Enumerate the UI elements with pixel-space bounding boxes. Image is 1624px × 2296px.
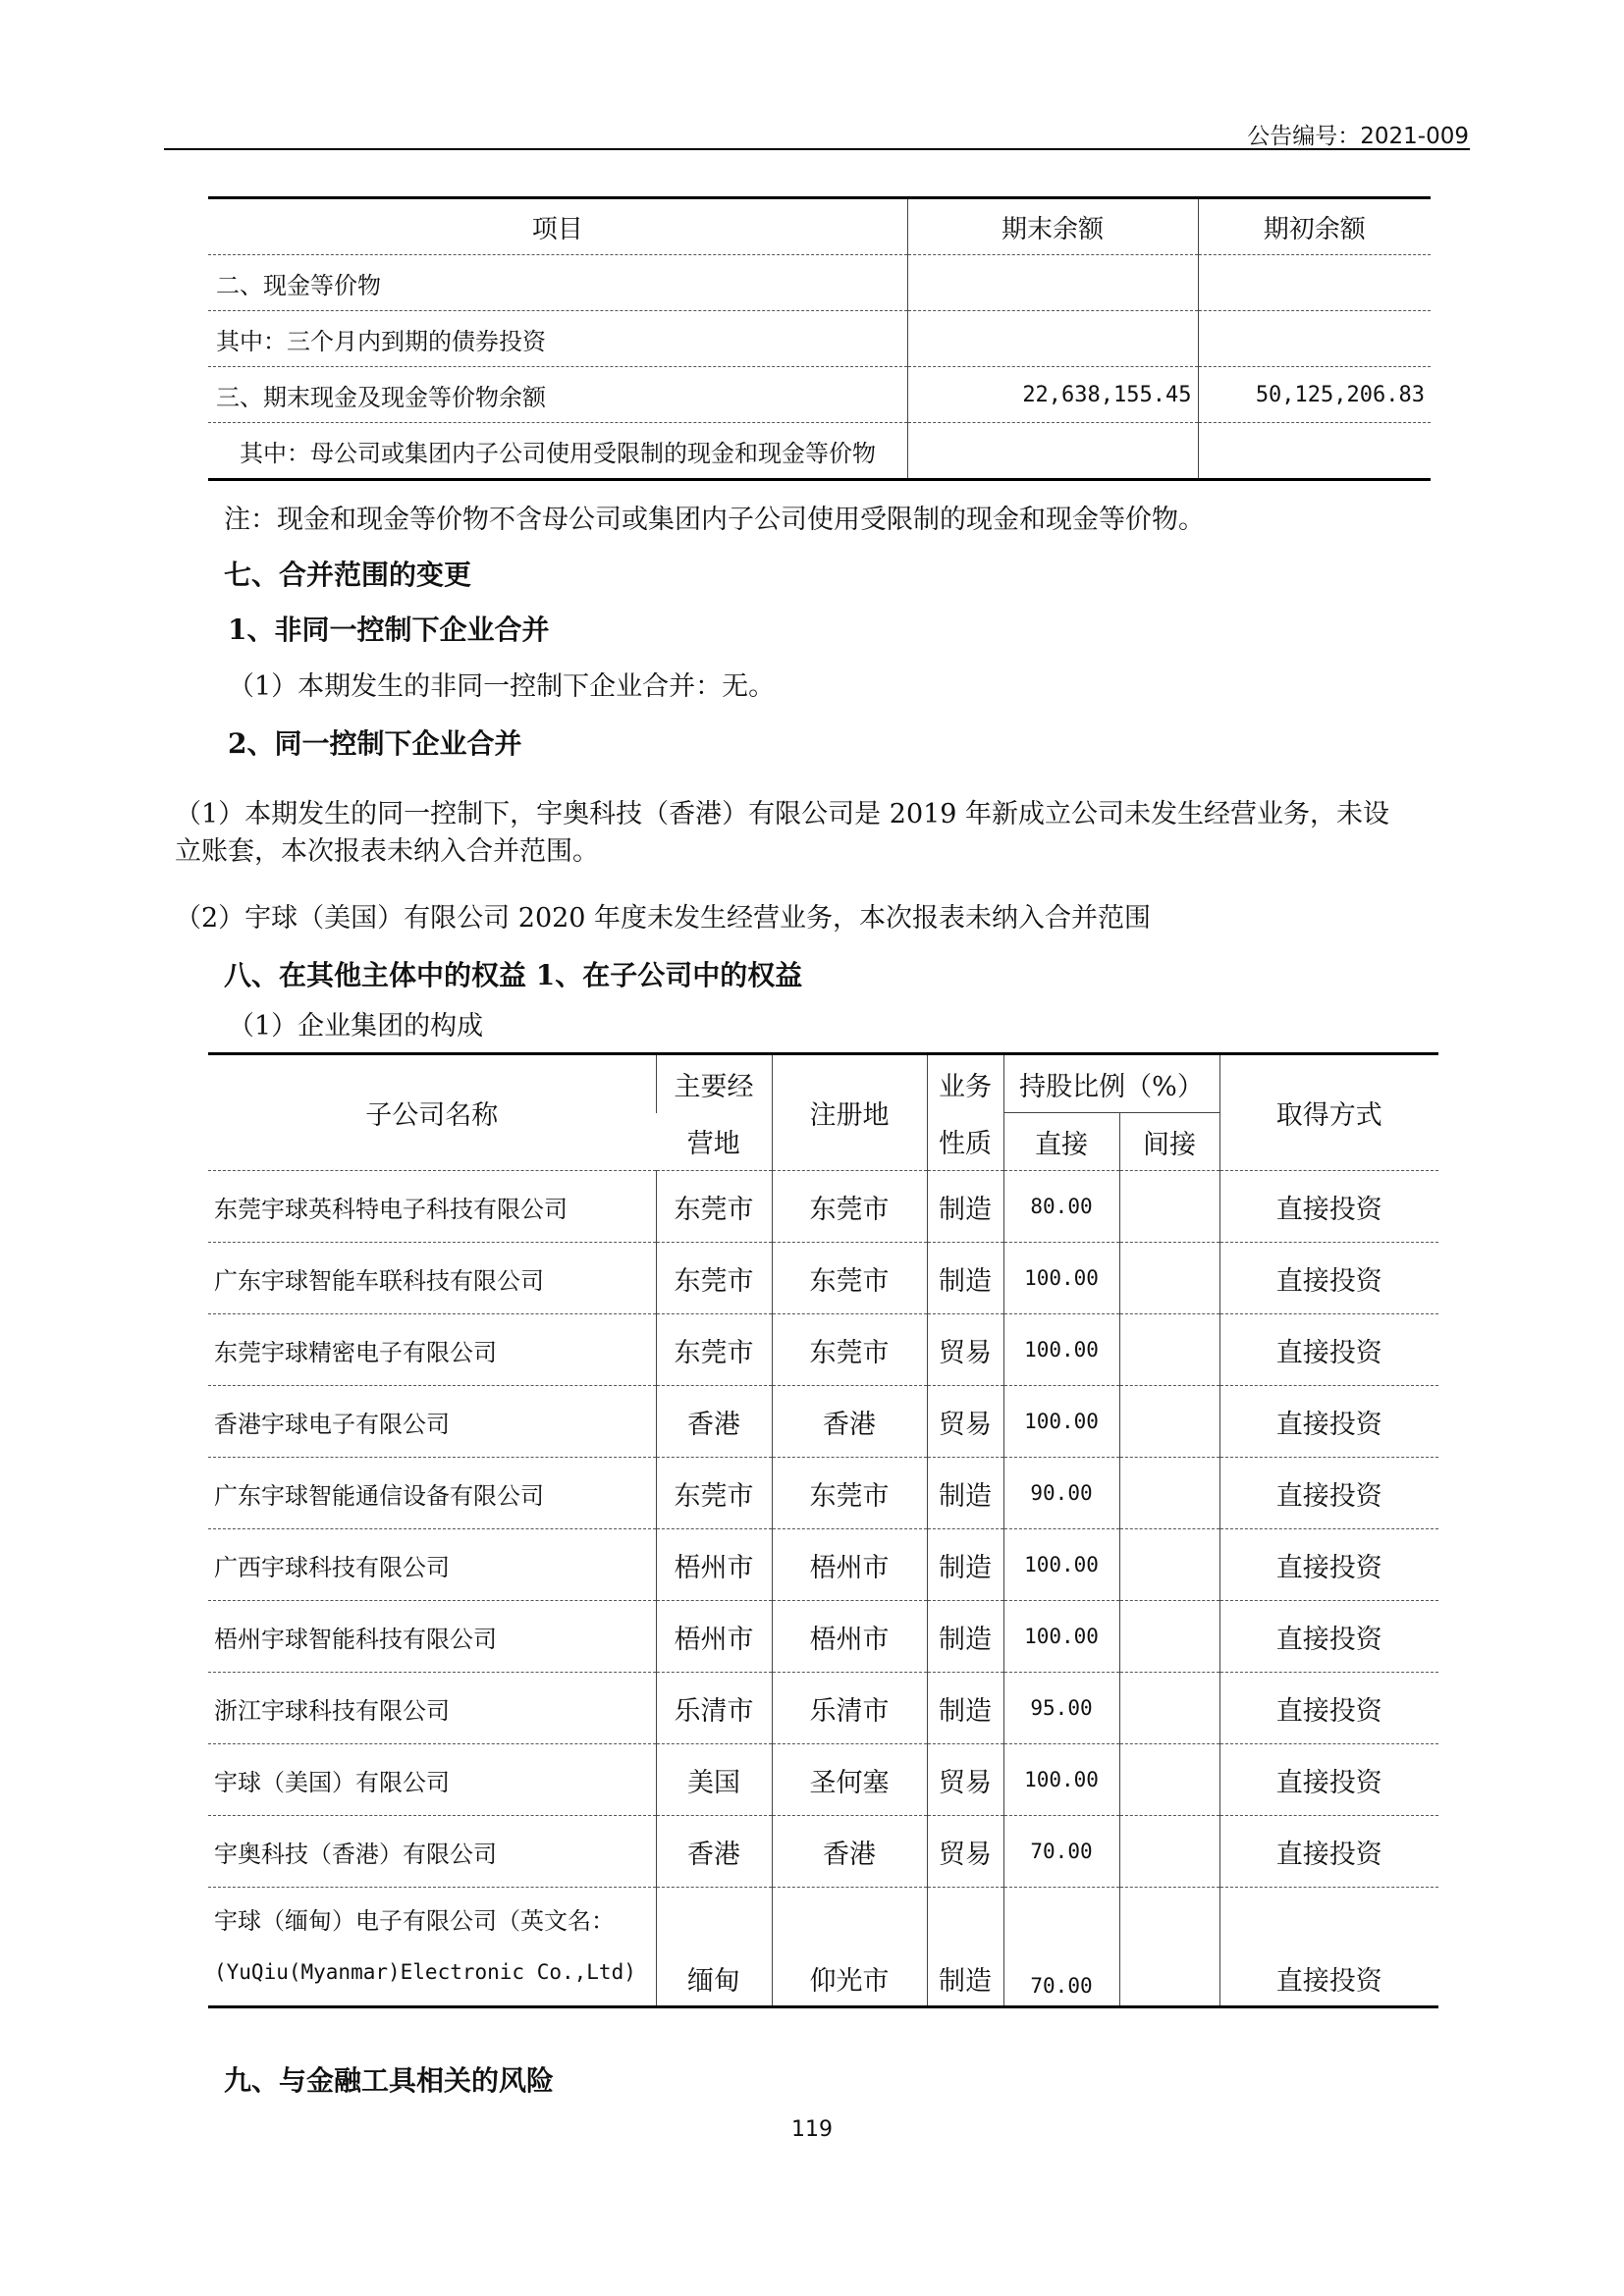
section-7-2-paragraph-line1: （1）本期发生的同一控制下，宇奥科技（香港）有限公司是 2019 年新成立公司未发生经营业务，未设 <box>175 799 1390 829</box>
section-7-2-paragraph-2: （2）宇球（美国）有限公司 2020 年度未发生经营业务，本次报表未纳入合并范围 <box>175 903 1152 934</box>
col-method-header: 取得方式 <box>1219 1054 1438 1171</box>
row-end-value: 22,638,155.45 <box>907 367 1198 423</box>
subsidiary-reg: 香港 <box>772 1816 927 1888</box>
subsidiary-method: 直接投资 <box>1219 1744 1438 1816</box>
col-place-header-a: 主要经 <box>656 1054 772 1113</box>
table-row <box>208 1529 1438 1601</box>
row-end-value <box>907 255 1198 311</box>
subsidiary-indirect <box>1119 1744 1219 1816</box>
table-row <box>208 423 1431 480</box>
subsidiary-indirect <box>1119 1386 1219 1458</box>
subsidiary-place: 美国 <box>656 1744 772 1816</box>
subsidiary-indirect <box>1119 1888 1219 2007</box>
subsidiary-direct: 70.00 <box>1003 1816 1119 1888</box>
subsidiary-place: 东莞市 <box>656 1171 772 1243</box>
subsidiary-nature: 制造 <box>927 1458 1003 1529</box>
subsidiary-direct: 100.00 <box>1003 1744 1119 1816</box>
subsidiary-direct: 100.00 <box>1003 1386 1119 1458</box>
subsidiary-name: 东莞宇球精密电子有限公司 <box>208 1314 656 1386</box>
subsidiary-indirect <box>1119 1314 1219 1386</box>
subsidiary-place: 东莞市 <box>656 1314 772 1386</box>
col-name-header: 子公司名称 <box>365 1100 499 1131</box>
row-end-value <box>907 423 1198 480</box>
subsidiary-method: 直接投资 <box>1219 1673 1438 1744</box>
subsidiary-name: 广西宇球科技有限公司 <box>208 1529 656 1601</box>
subsidiary-method: 直接投资 <box>1219 1314 1438 1386</box>
subsidiary-place: 香港 <box>656 1386 772 1458</box>
section-8-title: 八、在其他主体中的权益 1、在子公司中的权益 <box>224 959 803 991</box>
subsidiary-nature: 制造 <box>927 1673 1003 1744</box>
row-begin-value <box>1198 423 1431 480</box>
subsidiary-direct: 90.00 <box>1003 1458 1119 1529</box>
section-7-2-paragraph-line2: 立账套，本次报表未纳入合并范围。 <box>175 836 599 867</box>
col-nature-header-b: 性质 <box>927 1113 1003 1171</box>
subsidiary-nature: 贸易 <box>927 1314 1003 1386</box>
row-label: 三、期末现金及现金等价物余额 <box>208 367 907 423</box>
subsidiary-name-line1: 宇球（缅甸）电子有限公司（英文名： <box>214 1907 615 1935</box>
section-8-1-subtitle: （1）企业集团的构成 <box>228 1011 484 1041</box>
subsidiary-reg: 乐清市 <box>772 1673 927 1744</box>
subsidiary-place: 梧州市 <box>656 1601 772 1673</box>
subsidiary-direct: 70.00 <box>1003 1888 1119 2007</box>
header-rule <box>164 148 1470 150</box>
table-row <box>208 1458 1438 1529</box>
subsidiary-name-line2: (YuQiu(Myanmar)Electronic Co.,Ltd) <box>214 1960 636 1984</box>
subsidiary-direct: 100.00 <box>1003 1314 1119 1386</box>
subsidiary-reg: 东莞市 <box>772 1314 927 1386</box>
subsidiary-reg: 东莞市 <box>772 1243 927 1314</box>
subsidiary-name: 东莞宇球英科特电子科技有限公司 <box>208 1171 656 1243</box>
subsidiary-reg: 香港 <box>772 1386 927 1458</box>
section-7-title: 七、合并范围的变更 <box>224 559 472 591</box>
subsidiary-method: 直接投资 <box>1219 1171 1438 1243</box>
table-row <box>208 1243 1438 1314</box>
row-label: 其中：三个月内到期的债券投资 <box>208 311 907 367</box>
subsidiary-indirect <box>1119 1673 1219 1744</box>
col-reg-header: 注册地 <box>772 1054 927 1171</box>
cash-note: 注：现金和现金等价物不含母公司或集团内子公司使用受限制的现金和现金等价物。 <box>224 505 1205 535</box>
subsidiary-name: 广东宇球智能车联科技有限公司 <box>208 1243 656 1314</box>
section-9-title: 九、与金融工具相关的风险 <box>224 2064 555 2097</box>
subsidiary-nature: 贸易 <box>927 1744 1003 1816</box>
subsidiary-nature: 制造 <box>927 1888 1003 2007</box>
subsidiary-nature: 制造 <box>927 1243 1003 1314</box>
col-begin-header: 期初余额 <box>1198 198 1431 255</box>
row-begin-value: 50,125,206.83 <box>1198 367 1431 423</box>
table-row <box>208 1171 1438 1243</box>
table-row <box>208 255 1431 311</box>
col-place-header-b: 营地 <box>686 1129 740 1160</box>
row-label: 其中：母公司或集团内子公司使用受限制的现金和现金等价物 <box>240 439 876 467</box>
subsidiary-direct: 100.00 <box>1003 1529 1119 1601</box>
subsidiary-nature: 贸易 <box>927 1816 1003 1888</box>
subsidiary-place: 香港 <box>656 1816 772 1888</box>
col-indirect-header: 间接 <box>1119 1113 1219 1171</box>
subsidiary-method: 直接投资 <box>1219 1386 1438 1458</box>
page-number: 119 <box>791 2117 833 2142</box>
subsidiary-direct: 100.00 <box>1003 1243 1119 1314</box>
subsidiary-table <box>208 1052 1438 2008</box>
cash-equivalents-table <box>208 196 1431 481</box>
subsidiary-nature: 制造 <box>927 1601 1003 1673</box>
subsidiary-indirect <box>1119 1529 1219 1601</box>
subsidiary-indirect <box>1119 1601 1219 1673</box>
subsidiary-name: 广东宇球智能通信设备有限公司 <box>208 1458 656 1529</box>
table-row <box>208 311 1431 367</box>
subsidiary-method: 直接投资 <box>1219 1243 1438 1314</box>
subsidiary-indirect <box>1119 1816 1219 1888</box>
row-begin-value <box>1198 255 1431 311</box>
subsidiary-nature: 制造 <box>927 1171 1003 1243</box>
subsidiary-reg: 仰光市 <box>772 1888 927 2007</box>
section-7-1-title: 1、非同一控制下企业合并 <box>228 614 550 646</box>
table-row <box>208 1744 1438 1816</box>
col-nature-header-a: 业务 <box>927 1054 1003 1113</box>
subsidiary-method: 直接投资 <box>1219 1601 1438 1673</box>
subsidiary-reg: 圣何塞 <box>772 1744 927 1816</box>
col-share-header: 持股比例（%） <box>1003 1054 1219 1113</box>
row-begin-value <box>1198 311 1431 367</box>
table-row <box>208 1673 1438 1744</box>
subsidiary-indirect <box>1119 1458 1219 1529</box>
subsidiary-place: 梧州市 <box>656 1529 772 1601</box>
subsidiary-reg: 梧州市 <box>772 1601 927 1673</box>
subsidiary-method: 直接投资 <box>1219 1888 1438 2007</box>
section-7-2-title: 2、同一控制下企业合并 <box>228 727 522 760</box>
announcement-number: 公告编号：2021-009 <box>1247 124 1469 149</box>
table-row <box>208 1314 1438 1386</box>
subsidiary-name: 浙江宇球科技有限公司 <box>208 1673 656 1744</box>
table-row <box>208 1601 1438 1673</box>
subsidiary-method: 直接投资 <box>1219 1458 1438 1529</box>
subsidiary-name <box>208 1888 656 2007</box>
table-row <box>208 1386 1438 1458</box>
subsidiary-direct: 100.00 <box>1003 1601 1119 1673</box>
subsidiary-place: 乐清市 <box>656 1673 772 1744</box>
subsidiary-reg: 东莞市 <box>772 1171 927 1243</box>
col-item-header: 项目 <box>208 198 907 255</box>
subsidiary-reg: 东莞市 <box>772 1458 927 1529</box>
subsidiary-place: 缅甸 <box>656 1888 772 2007</box>
subsidiary-name: 宇奥科技（香港）有限公司 <box>208 1816 656 1888</box>
section-7-1-paragraph: （1）本期发生的非同一控制下企业合并：无。 <box>228 671 776 702</box>
subsidiary-nature: 贸易 <box>927 1386 1003 1458</box>
table-header-row <box>208 1054 1438 1113</box>
row-end-value <box>907 311 1198 367</box>
subsidiary-method: 直接投资 <box>1219 1529 1438 1601</box>
col-direct-header: 直接 <box>1003 1113 1119 1171</box>
subsidiary-place: 东莞市 <box>656 1243 772 1314</box>
subsidiary-nature: 制造 <box>927 1529 1003 1601</box>
subsidiary-place: 东莞市 <box>656 1458 772 1529</box>
subsidiary-direct: 95.00 <box>1003 1673 1119 1744</box>
subsidiary-name: 梧州宇球智能科技有限公司 <box>208 1601 656 1673</box>
subsidiary-indirect <box>1119 1171 1219 1243</box>
subsidiary-name: 香港宇球电子有限公司 <box>208 1386 656 1458</box>
subsidiary-indirect <box>1119 1243 1219 1314</box>
table-row <box>208 1816 1438 1888</box>
table-header-row <box>208 198 1431 255</box>
subsidiary-direct: 80.00 <box>1003 1171 1119 1243</box>
subsidiary-reg: 梧州市 <box>772 1529 927 1601</box>
row-label: 二、现金等价物 <box>208 255 907 311</box>
table-row <box>208 367 1431 423</box>
subsidiary-method: 直接投资 <box>1219 1816 1438 1888</box>
table-row <box>208 1888 1438 2007</box>
subsidiary-name: 宇球（美国）有限公司 <box>208 1744 656 1816</box>
col-end-header: 期末余额 <box>907 198 1198 255</box>
